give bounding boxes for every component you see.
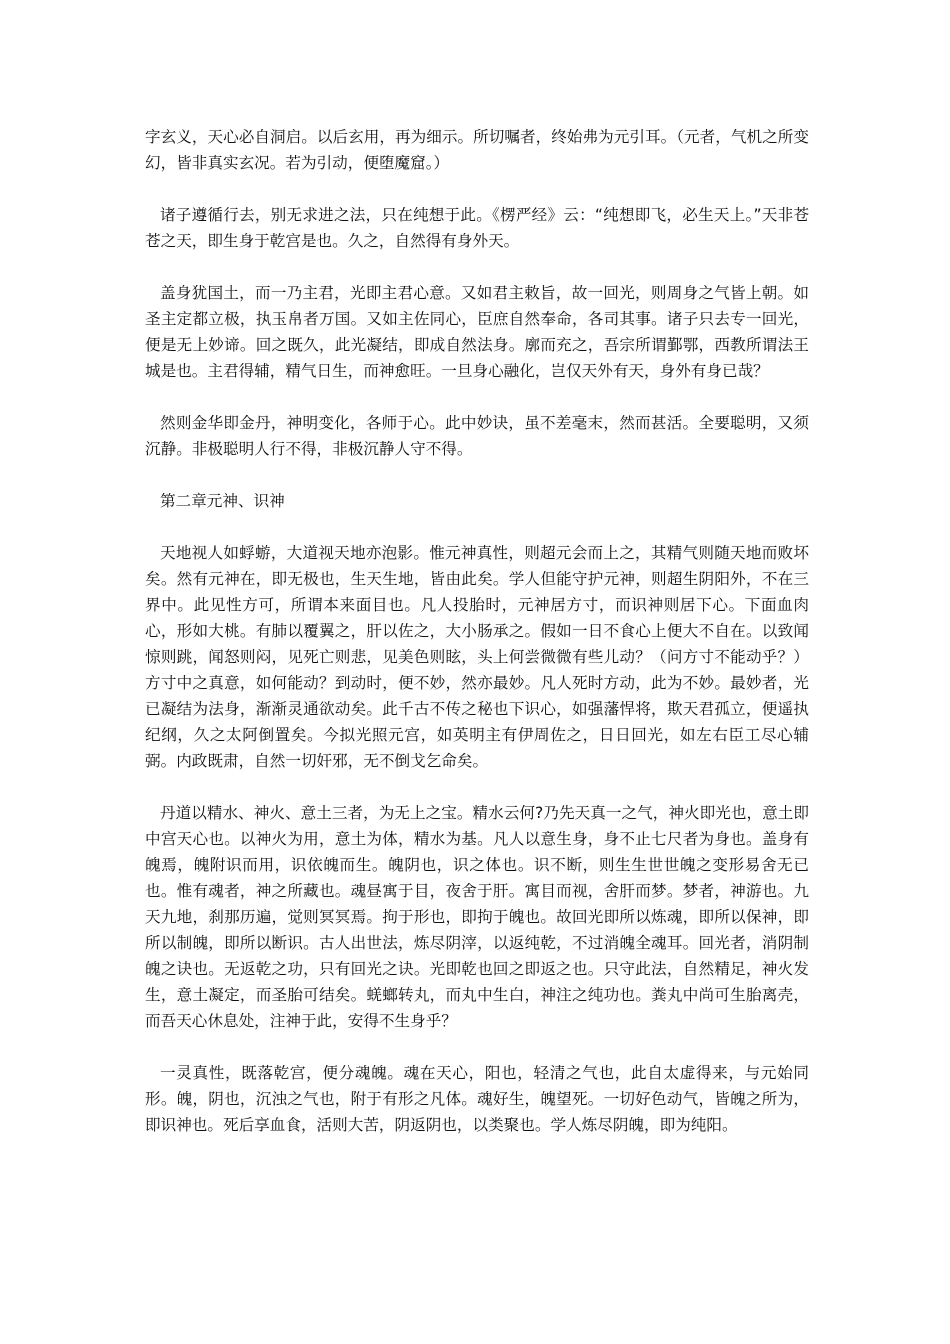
paragraph: 一灵真性，既落乾宫，便分魂魄。魂在天心，阳也，轻清之气也，此自太虚得来，与元始同形。魄，阴也，沉浊之气也，附于有形之凡体。魂好生，魄望死。一切好色动气，皆魄之所为，即识神也。死后享血食，活则大苦，阴返阴也，以类聚也。学人炼尽阴魄，即为纯阳。 [145,1064,809,1134]
paragraph: 丹道以精水、神火、意土三者，为无上之宝。精水云何?乃先天真一之气，神火即光也，意土即中宫天心也。以神火为用，意土为体，精水为基。凡人以意生身，身不止七尺者为身也。盖身有魄焉，魄附识而用，识依魄而生。魄阴也，识之体也。识不断，则生生世世魄之变形易舍无已也。惟有魂者，神之所藏也。魂昼寓于目，夜舍于肝。寓目而视，舍肝而梦。梦者，神游也。九天九地，刹那历遍，觉则冥冥焉。拘于形也，即拘于魄也。故回光即所以炼魂，即所以保神，即所以制魄，即所以断识。古人出世法，炼尽阴滓，以返纯乾，不过消魄全魂耳。回光者，消阴制魄之诀也。无返乾之功，只有回光之诀。光即乾也回之即返之也。只守此法，自然精足，神火发生，意土凝定，而圣胎可结矣。蜣螂转丸，而丸中生白，神注之纯功也。粪丸中尚可生胎离壳，而吾天心休息处，注神于此，安得不生身乎？ [145,804,809,1030]
paragraph: 天地视人如蜉蝣，大道视天地亦泡影。惟元神真性，则超元会而上之，其精气则随天地而败坏矣。然有元神在，即无极也，生天生地，皆由此矣。学人但能守护元神，则超生阴阳外，不在三界中。此见性方可，所谓本来面目也。凡人投胎时，元神居方寸，而识神则居下心。下面血肉心，形如大桃。有肺以覆翼之，肝以佐之，大小肠承之。假如一日不食心上便大不自在。以致闻惊则跳，闻怒则闷，见死亡则悲，见美色则眩，头上何尝微微有些儿动？（问方寸不能动乎？）方寸中之真意，如何能动？到动时，便不妙，然亦最妙。凡人死时方动，此为不妙。最妙者，光已凝结为法身，渐渐灵通欲动矣。此千古不传之秘也下识心，如强藩悍将，欺天君孤立，便遥执纪纲，久之太阿倒置矣。今拟光照元宫，如英明主有伊周佐之，日日回光，如左右臣工尽心辅弼。内政既肃，自然一切奸邪，无不倒戈乞命矣。 [145,544,809,770]
paragraph: 然则金华即金丹，神明变化，各师于心。此中妙诀，虽不差毫末，然而甚活。全要聪明，又须沉静。非极聪明人行不得，非极沉静人守不得。 [145,414,809,458]
paragraph: 盖身犹国土，而一乃主君，光即主君心意。又如君主敕旨，故一回光，则周身之气皆上朝。如圣主定都立极，执玉帛者万国。又如主佐同心，臣庶自然奉命，各司其事。诸子只去专一回光，便是无上妙谛。回之既久，此光凝结，即成自然法身。廓而充之，吾宗所谓鄞鄂，西教所谓法王城是也。主君得辅，精气日生，而神愈旺。一旦身心融化，岂仅天外有天，身外有身已哉？ [145,284,809,380]
chapter-heading: 第二章元神、识神 [160,492,285,510]
paragraph: 诸子遵循行去，别无求进之法，只在纯想于此。《楞严经》云：“纯想即飞，必生天上。”天非苍苍之天，即生身于乾宫是也。久之，自然得有身外天。 [145,206,809,250]
document-body [145,124,809,1164]
paragraph: 字玄义，天心必自洞启。以后玄用，再为细示。所切嘱者，终始弗为元引耳。（元者，气机之所变幻，皆非真实玄况。若为引动，便堕魔窟。） [145,128,809,172]
